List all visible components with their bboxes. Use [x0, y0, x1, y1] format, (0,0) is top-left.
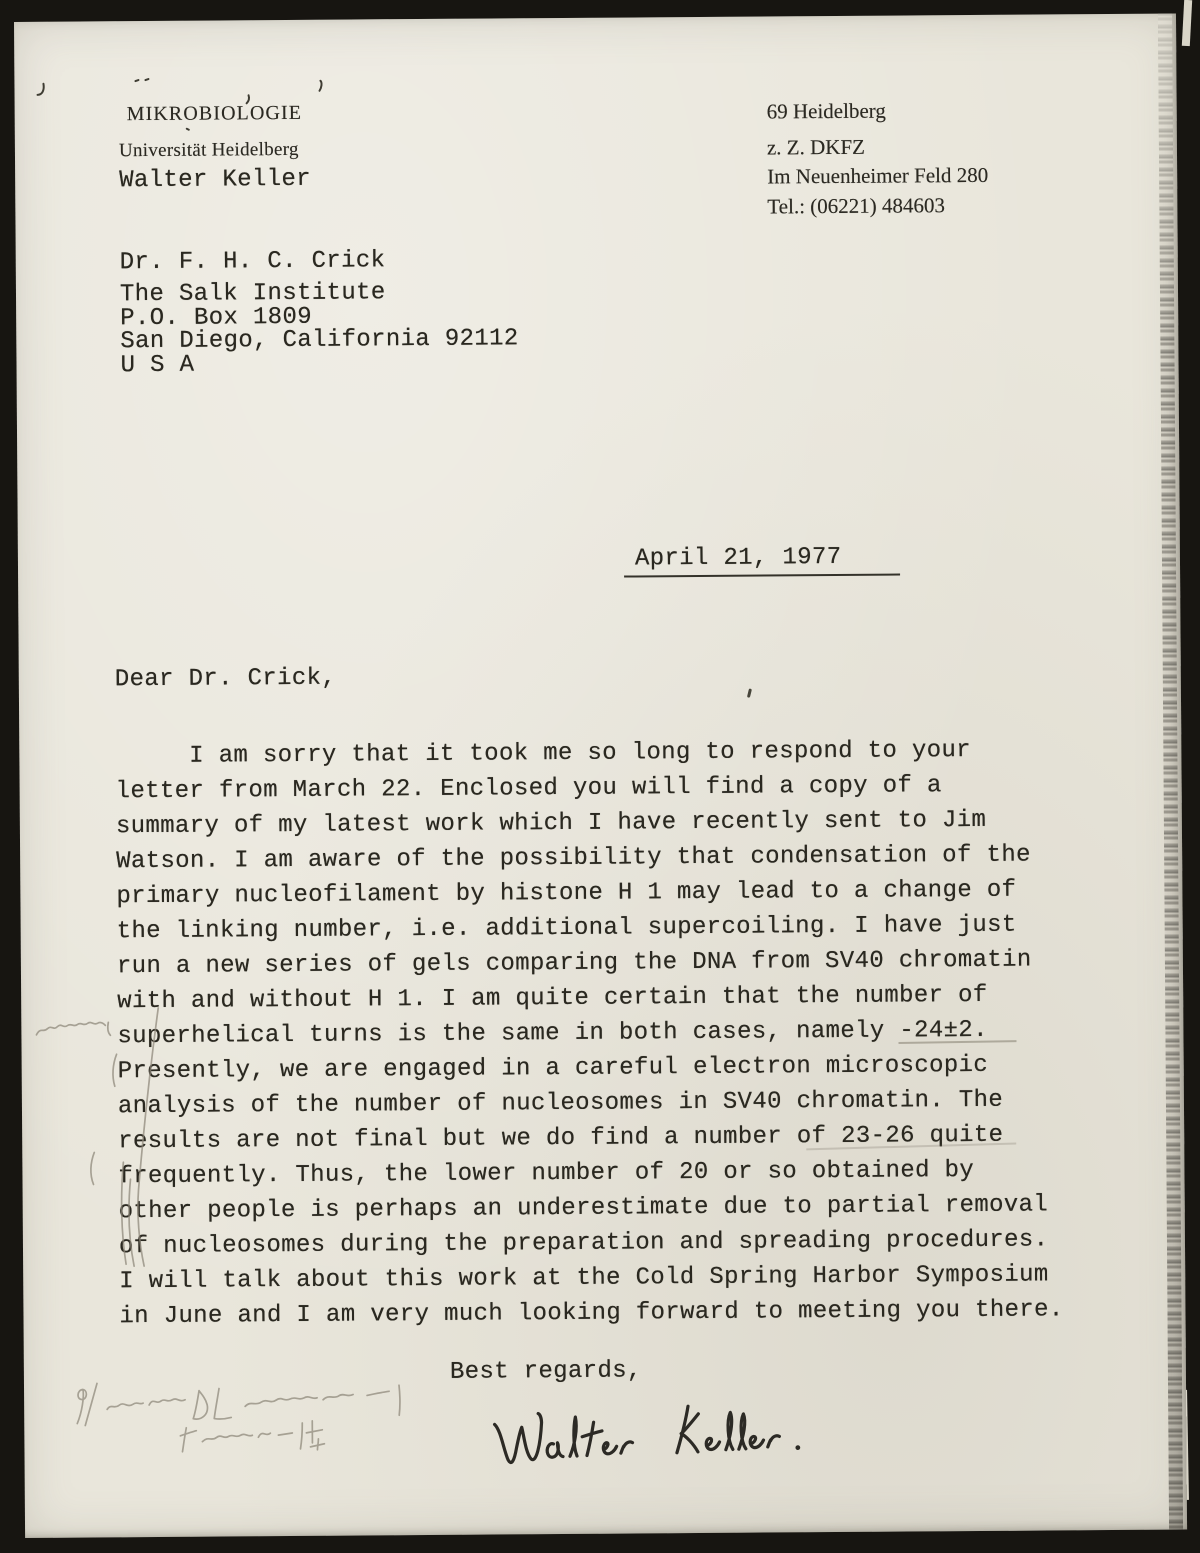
closing: Best regards,	[449, 1357, 642, 1386]
body-line: other people is perhaps an underestimate due to partial removal	[118, 1191, 1049, 1226]
body-line: superhelical turns is the same in both cases, namely -24±2.	[117, 1016, 988, 1051]
body-line: run a new series of gels comparing the DNA from SV40 chromatin	[116, 946, 1032, 981]
letterhead-city: 69 Heidelberg	[766, 98, 886, 124]
date-underline	[624, 574, 900, 578]
letter-date: April 21, 1977	[634, 543, 842, 573]
body-line: the linking number, i.e. additional supercoiling. I have just	[116, 911, 1017, 946]
recipient-city: San Diego, California 92112	[120, 325, 519, 356]
letter-body	[115, 732, 1063, 1334]
letter-page	[14, 13, 1187, 1537]
letterhead-university: Universität Heidelberg	[118, 138, 299, 162]
bottom-pencil-note-line2	[178, 1412, 363, 1463]
body-line: analysis of the number of nucleosomes in SV40 chromatin. The	[117, 1086, 1004, 1121]
body-line: Presently, we are engaged in a careful electron microscopic	[117, 1051, 989, 1086]
recipient-name: Dr. F. H. C. Crick	[119, 247, 386, 277]
letterhead-department: MIKROBIOLOGIE	[126, 101, 303, 126]
body-line: I am sorry that it took me so long to respond to your	[115, 737, 972, 771]
letterhead-address-line2: Im Neuenheimer Feld 280	[767, 162, 989, 189]
body-line: frequently. Thus, the lower number of 20 or so obtained by	[118, 1156, 975, 1191]
body-line: letter from March 22. Enclosed you will find a copy of a	[115, 772, 942, 806]
body-line: Watson. I am aware of the possibility that condensation of the	[116, 841, 1031, 876]
recipient-country: U S A	[120, 351, 195, 379]
recipient-address	[120, 280, 519, 377]
scan-grain-fade	[1158, 14, 1183, 1530]
body-line: of nucleosomes during the preparation and spreading procedures.	[118, 1226, 1049, 1261]
scan-speck	[747, 688, 752, 697]
body-line: in June and I am very much looking forward to meeting you there.	[119, 1296, 1064, 1331]
salutation: Dear Dr. Crick,	[114, 664, 337, 694]
margin-pencil-note	[30, 994, 172, 1280]
body-line: results are not final but we do find a number of 23-26 quite	[118, 1121, 1004, 1156]
recipient-po-box: P.O. Box 1809	[120, 303, 313, 332]
body-line: with and without H 1. I am quite certain that the number of	[117, 981, 988, 1016]
paper-edge-sliver-top	[1182, 0, 1192, 46]
letterhead-sender-name: Walter Keller	[119, 165, 312, 195]
letterhead-address-line1: z. Z. DKFZ	[766, 134, 866, 160]
body-line: I will talk about this work at the Cold Spring Harbor Symposium	[119, 1261, 1049, 1296]
recipient-institute: The Salk Institute	[119, 279, 386, 309]
body-line: summary of my latest work which I have recently sent to Jim	[115, 806, 987, 841]
signature-walter-keller	[478, 1387, 851, 1493]
letterhead-phone: Tel.: (06221) 484603	[767, 193, 946, 219]
body-line: primary nucleofilament by histone H 1 may lead to a change of	[116, 876, 1017, 911]
